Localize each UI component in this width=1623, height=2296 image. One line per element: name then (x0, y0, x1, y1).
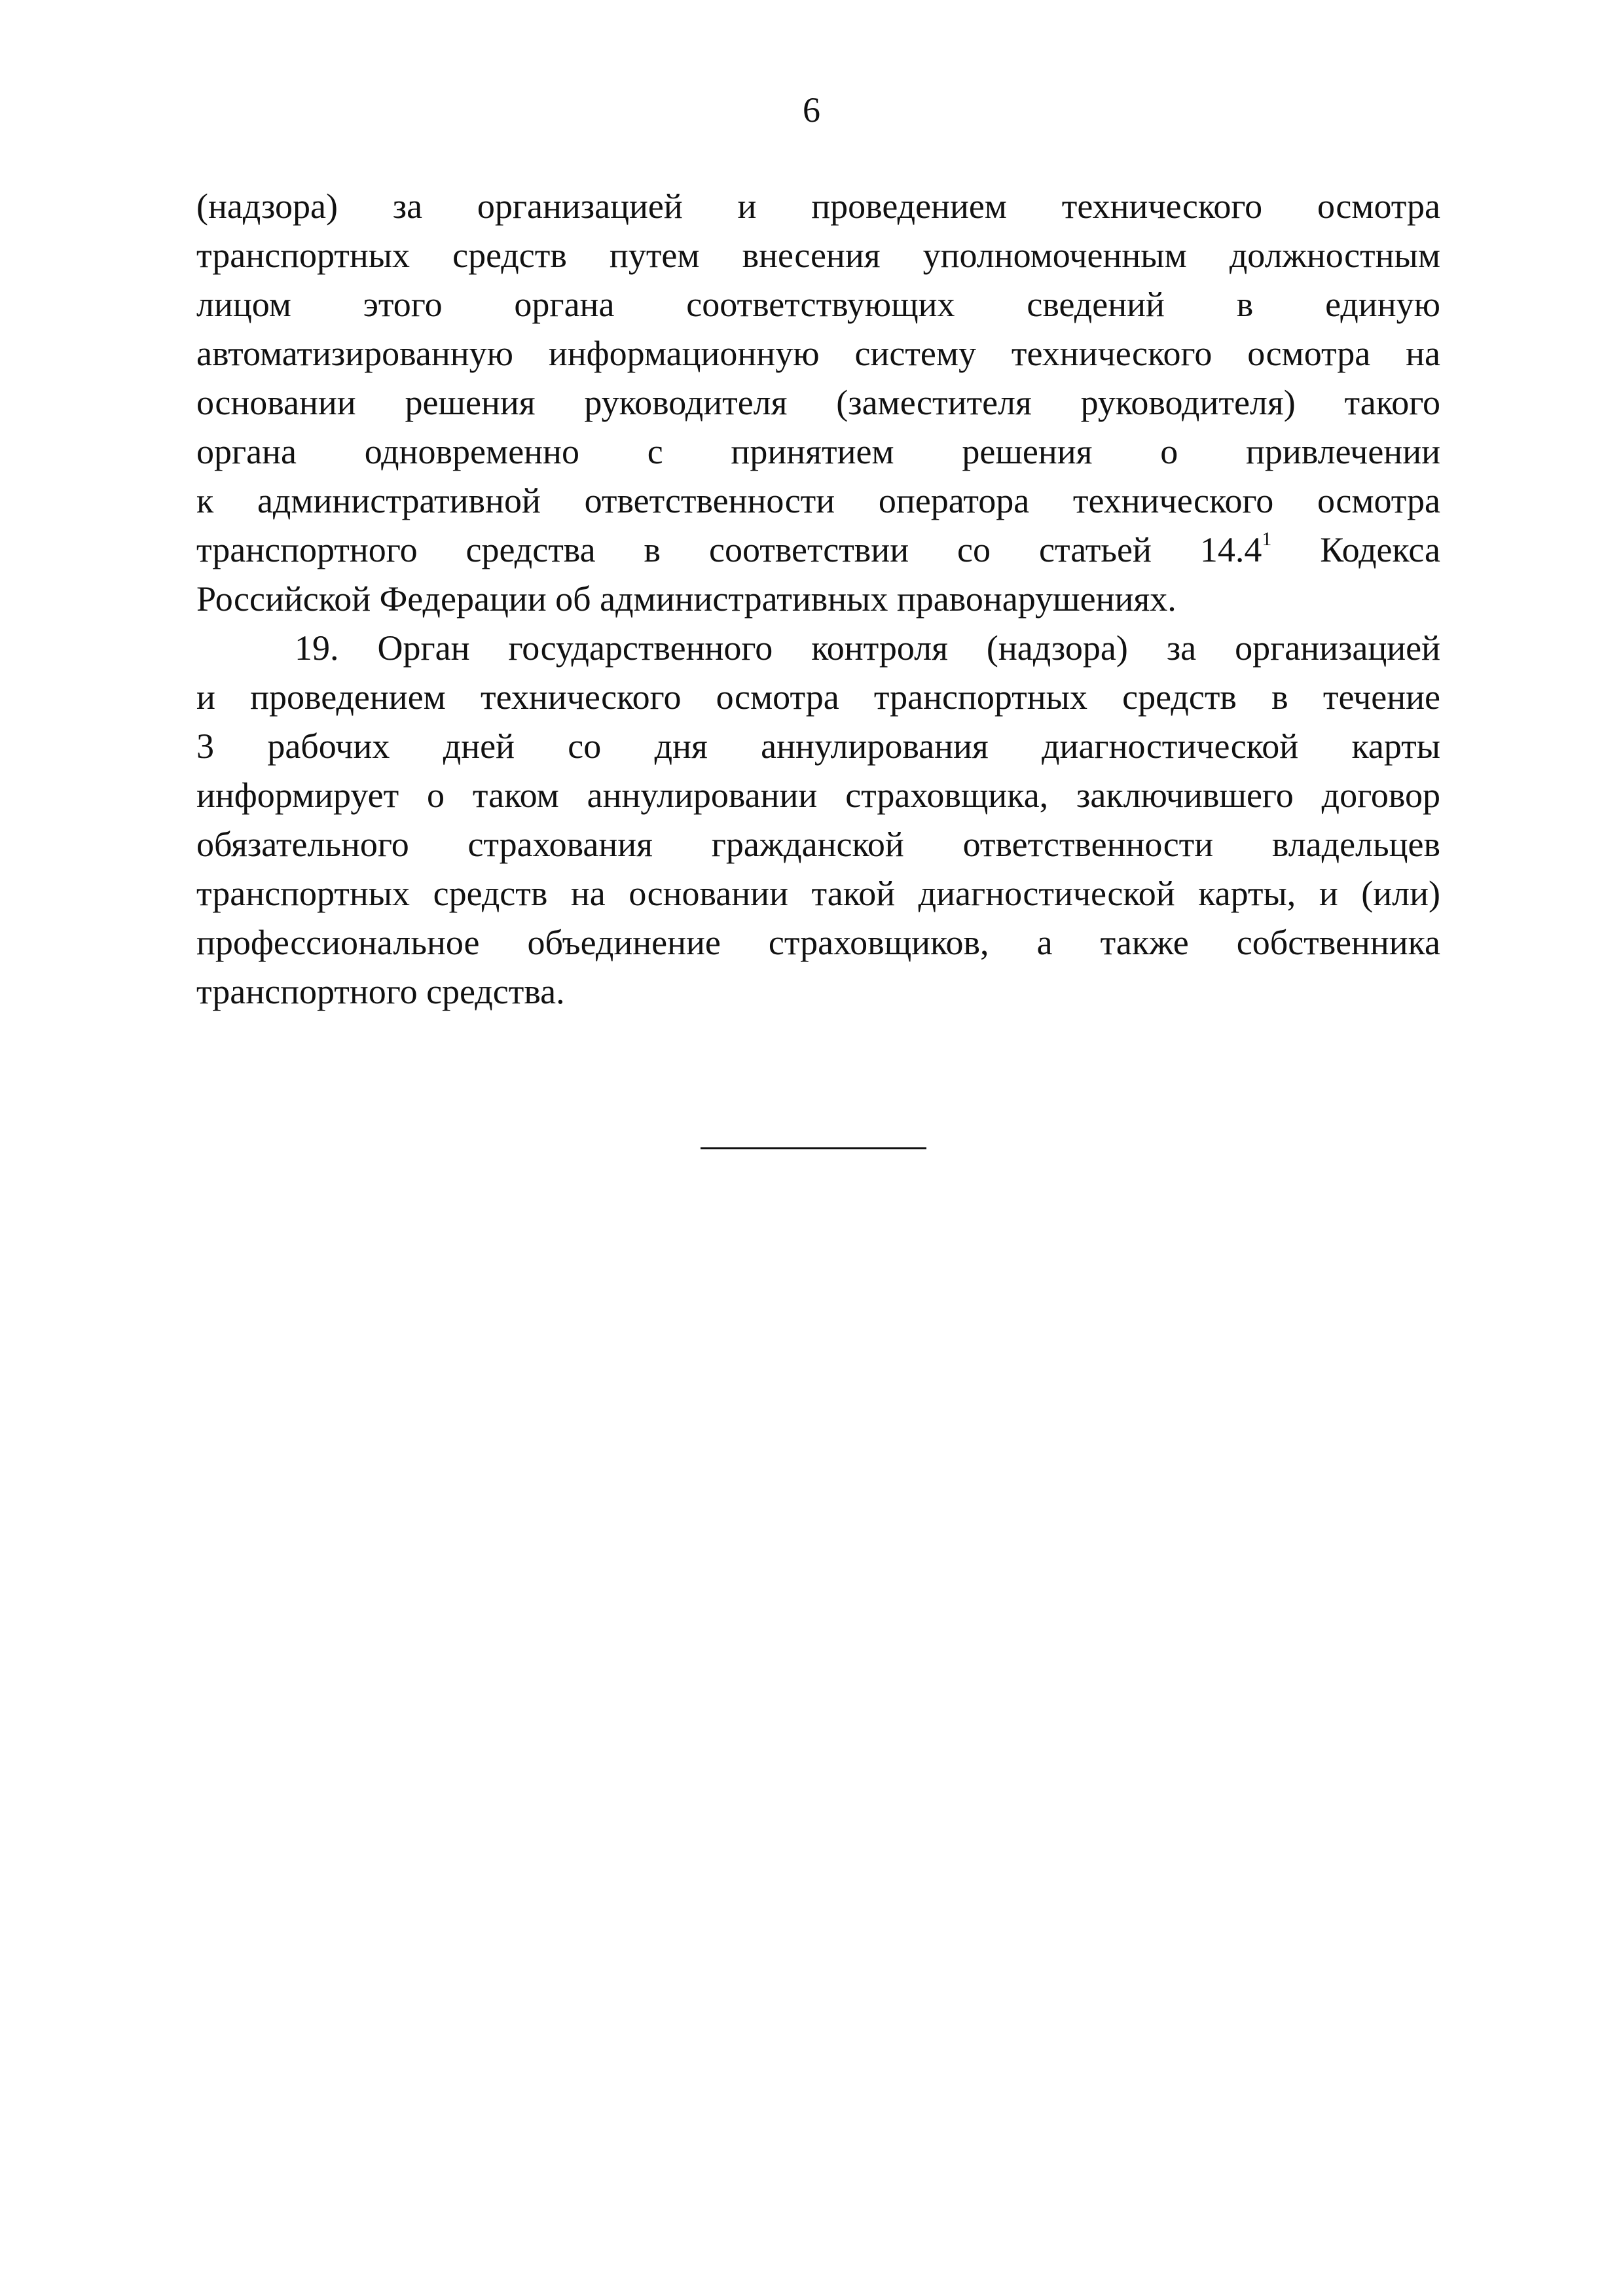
text-line: автоматизированную информационную систему технического осмотра на (196, 334, 1440, 373)
article-superscript: 1 (1262, 528, 1272, 550)
document-body (196, 182, 1440, 1016)
text-line: основании решения руководителя (заместителя руководителя) такого (196, 383, 1440, 422)
text-line: транспортного средства. (196, 972, 565, 1011)
end-of-document-rule (701, 1147, 926, 1149)
text-line: Российской Федерации об административных правонарушениях. (196, 579, 1176, 619)
text-line: информирует о таком аннулировании страховщика, заключившего договор (196, 776, 1440, 815)
text-line: лицом этого органа соответствующих сведений в единую (196, 285, 1440, 324)
text-segment: транспортного средства в соответствии со статьей 14.4 (196, 530, 1262, 569)
text-segment: Кодекса (1271, 530, 1441, 569)
text-line: и проведением технического осмотра транспортных средств в течение (196, 677, 1440, 717)
text-line: 19. Орган государственного контроля (надзора) за организацией (295, 628, 1440, 668)
text-line: 3 рабочих дней со дня аннулирования диагностической карты (196, 726, 1440, 766)
text-line: (надзора) за организацией и проведением технического осмотра (196, 187, 1440, 226)
text-line: транспортных средств на основании такой диагностической карты, и (или) (196, 874, 1440, 913)
text-line: органа одновременно с принятием решения о привлечении (196, 432, 1440, 471)
text-line: обязательного страхования гражданской ответственности владельцев (196, 825, 1440, 864)
paragraph-19 (196, 624, 1440, 1016)
text-line: профессиональное объединение страховщиков, а также собственника (196, 923, 1440, 962)
text-line: к административной ответственности оператора технического осмотра (196, 481, 1440, 520)
text-line-with-article-reference (196, 526, 1440, 575)
paragraph-continuation (196, 182, 1440, 624)
page-number: 6 (803, 90, 820, 130)
text-line: транспортных средств путем внесения уполномоченным должностным (196, 236, 1440, 275)
